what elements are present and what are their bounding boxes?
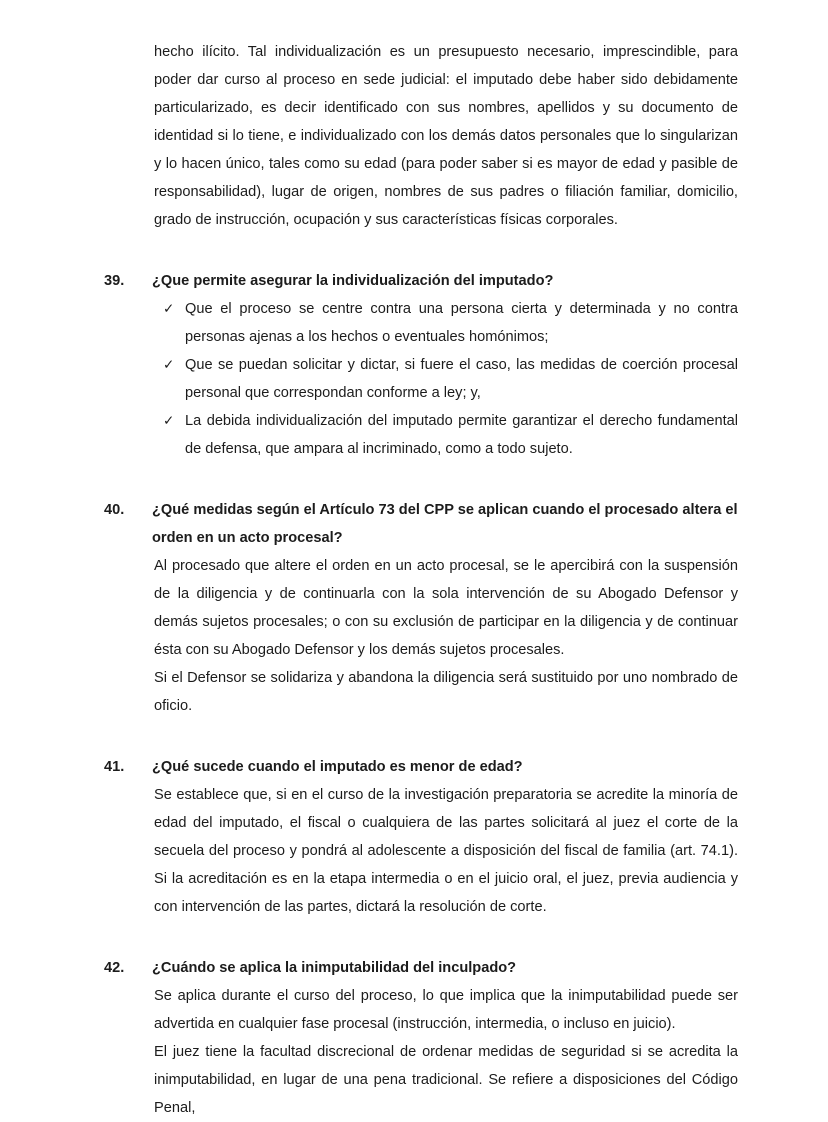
answer-paragraph: Si el Defensor se solidariza y abandona la diligencia será sustituido por uno nombrado de oficio. (154, 670, 738, 714)
question-number: 41. (104, 759, 125, 775)
question-41-header (104, 753, 738, 781)
bullet-item (163, 295, 738, 351)
question-number: 42. (104, 960, 125, 976)
question-40-header (104, 496, 738, 552)
answer-paragraph: Se aplica durante el curso del proceso, lo que implica que la inimputabilidad puede ser advertida en cualquier fase procesal (instrucción, intermedia, o incluso en juicio). (154, 988, 738, 1032)
bullet-text: Que el proceso se centre contra una persona cierta y determinada y no contra personas ajenas a los hechos o eventuales homónimos; (185, 301, 738, 345)
question-42-header (104, 954, 738, 982)
answer-paragraph: Se establece que, si en el curso de la investigación preparatoria se acredite la minoría de edad del imputado, el fiscal o cualquiera de las partes solicitará al juez el corte de la secuela del proceso y pondrá al adolescente a disposición del fiscal de familia (art. 74.1). Si la acreditación es en la etapa intermedia o en el juicio oral, el juez, previa audiencia y con intervención de las partes, dictará la resolución de corte. (154, 787, 738, 915)
question-39-header (104, 267, 738, 295)
checkmark-icon: ✓ (163, 413, 175, 428)
answer-paragraph: El juez tiene la facultad discrecional de ordenar medidas de seguridad si se acredita la inimputabilidad, en lugar de una pena tradicional. Se refiere a disposiciones del Código Penal, (154, 1044, 738, 1116)
bullet-text: Que se puedan solicitar y dictar, si fuere el caso, las medidas de coerción procesal personal que correspondan conforme a ley; y, (185, 357, 738, 401)
question-title: ¿Qué sucede cuando el imputado es menor de edad? (152, 759, 523, 775)
bullet-item (163, 407, 738, 463)
checkmark-icon: ✓ (163, 301, 175, 316)
answer-paragraph: Al procesado que altere el orden en un acto procesal, se le apercibirá con la suspensión de la diligencia y de continuarla con la sola intervención de su Abogado Defensor y demás sujetos procesales; o con su exclusión de participar en la diligencia y de continuar ésta con su Abogado Defensor y los demás sujetos procesales. (154, 558, 738, 658)
bullet-text: La debida individualización del imputado permite garantizar el derecho fundamental de defensa, que ampara al incriminado, como a todo sujeto. (185, 413, 738, 457)
checkmark-icon: ✓ (163, 357, 175, 372)
intro-continuation-paragraph: hecho ilícito. Tal individualización es un presupuesto necesario, imprescindible, para poder dar curso al proceso en sede judicial: el imputado debe haber sido debidamente particularizado, es decir identificado con sus nombres, apellidos y su documento de identidad si lo tiene, e individualizado con los demás datos personales que lo singularizan y lo hacen único, tales como su edad (para poder saber si es mayor de edad y pasible de responsabilidad), lugar de origen, nombres de sus padres o filiación familiar, domicilio, grado de instrucción, ocupación y sus características físicas corporales. (154, 44, 738, 228)
question-39-bullet-list (104, 295, 738, 463)
question-39-block (104, 267, 738, 463)
question-40-block (104, 496, 738, 720)
question-title: ¿Cuándo se aplica la inimputabilidad del inculpado? (152, 960, 517, 976)
question-title: ¿Qué medidas según el Artículo 73 del CPP se aplican cuando el procesado altera el orden en un acto procesal? (152, 502, 738, 546)
question-number: 40. (104, 502, 125, 518)
question-title: ¿Que permite asegurar la individualización del imputado? (152, 273, 554, 289)
bullet-item (163, 351, 738, 407)
question-41-block (104, 753, 738, 921)
question-42-block (104, 954, 738, 1122)
question-number: 39. (104, 273, 125, 289)
